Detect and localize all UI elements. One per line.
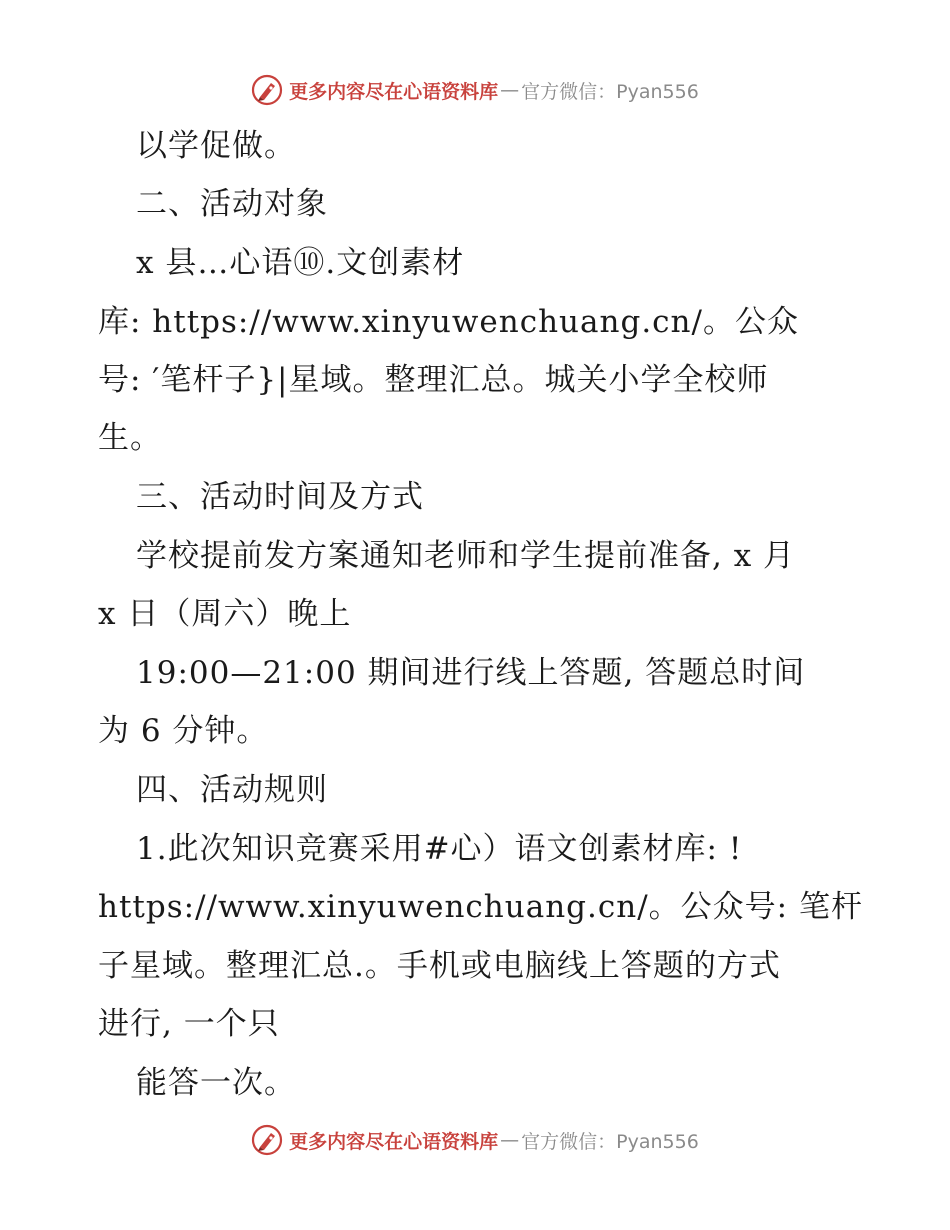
body-line: 子星域。整理汇总.。手机或电脑线上答题的方式 [98,948,781,984]
pen-nib-logo-icon [251,74,283,106]
header-separator: — [500,79,520,101]
body-line: 学校提前发方案通知老师和学生提前准备, x 月 [136,538,796,574]
section-heading: 四、活动规则 [136,772,328,808]
footer-banner [0,1120,950,1160]
body-line: 以学促做。 [136,128,296,164]
section-heading: 二、活动对象 [136,186,328,222]
header-banner [0,70,950,110]
body-line: 生。 [98,420,162,456]
header-account-text: 官方微信：Pyan556 [521,80,699,103]
body-line: 库: https://www.xinyuwenchuang.cn/。公众 [98,304,799,340]
pen-nib-logo-icon [251,1124,283,1156]
footer-separator: — [500,1129,520,1151]
body-line: 1.此次知识竞赛采用#心）语文创素材库: ! [136,831,743,867]
body-line: x 日（周六）晚上 [98,596,352,632]
footer-brand-text: 更多内容尽在心语资料库 [289,1130,499,1153]
body-line: 19:00—21:00 期间进行线上答题, 答题总时间 [136,655,806,691]
footer-account-text: 官方微信：Pyan556 [521,1130,699,1153]
body-line: 为 6 分钟。 [98,713,269,749]
body-line: 进行, 一个只 [98,1006,280,1042]
body-line: https://www.xinyuwenchuang.cn/。公众号: 笔杆 [98,889,863,925]
header-brand-text: 更多内容尽在心语资料库 [289,80,499,103]
body-line: 能答一次。 [136,1065,296,1101]
body-line: 号: ′笔杆子}|星域。整理汇总。城关小学全校师 [98,362,769,398]
body-line: x 县…心语⑩.文创素材 [136,245,465,281]
section-heading: 三、活动时间及方式 [136,479,424,515]
